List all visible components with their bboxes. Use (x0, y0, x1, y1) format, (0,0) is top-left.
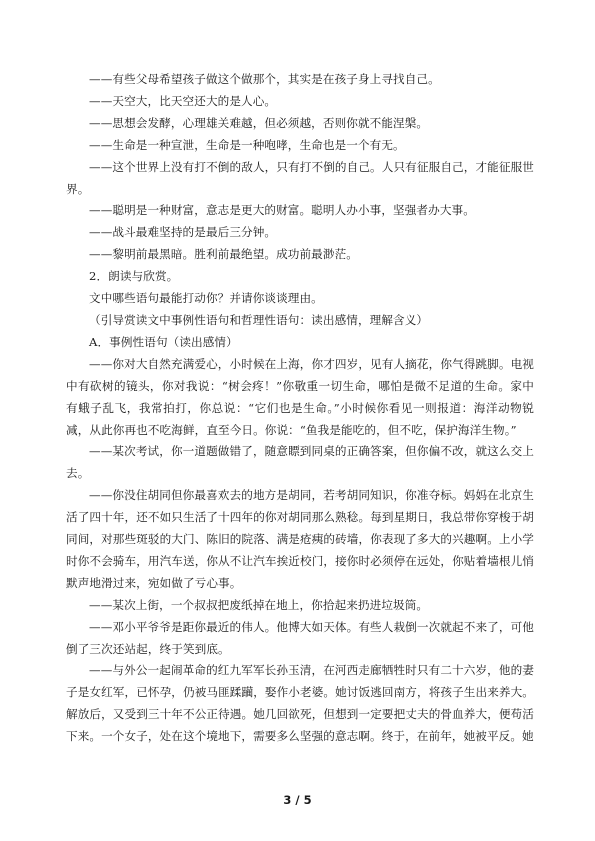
subsection-heading: A．事例性语句（读出感情） (89, 334, 238, 349)
guidance-note: （引导赏读文中事例性语句和哲理性语句：读出感情，理解含义） (89, 312, 429, 327)
paragraph: ——你对大自然充满爱心，小时候在上海，你才四岁，见有人摘花，你气得跳脚。电视中有砍树的镜头，你对我说：“树会疼！”你敬重一切生命，哪怕是微不足道的生命。家中有蛾子乱飞，我常拍打，你总说：“它们也是生命。”小时候你看见一则报道：海洋动物锐减，从此你再也不吃海鲜，直至今日。你说：“鱼我是能吃的，但不吃，保护海洋生物。” (66, 356, 534, 437)
paragraph: ——邓小平爷爷是距你最近的伟人。他博大如天体。有些人栽倒一次就起不来了，可他倒了三次还站起，终于笑到底。 (66, 619, 534, 656)
paragraph: ——这个世界上没有打不倒的敌人，只有打不倒的自己。人只有征服自己，才能征服世界。 (66, 159, 534, 196)
paragraph: ——战斗最难坚持的是最后三分钟。 (89, 225, 277, 240)
question: 文中哪些语句最能打动你？并请你谈谈理由。 (89, 291, 323, 306)
paragraph: ——天空大，比天空还大的是人心。 (89, 93, 277, 108)
paragraph: ——与外公一起闹革命的红九军军长孙玉清，在河西走廊牺牲时只有二十六岁，他的妻子是女红军，已怀孕，仍被马匪蹂躏，娶作小老婆。她讨饭逃回南方，将孩子生出来养大。解放后，又受到三十年不公正待遇。她几回欲死，但想到一定要把丈夫的骨血养大，便苟活下来。一个女子，处在这个境地下，需要多么坚强的意志啊。终于，在前年，她被平反。她 (66, 663, 534, 744)
paragraph: ——生命是一种宣泄，生命是一种咆哮，生命也是一个有无。 (89, 137, 405, 152)
paragraph: ——某次上街，一个叔叔把废纸掉在地上，你拾起来扔进垃圾筒。 (89, 597, 429, 612)
page-number: 3 / 5 (283, 793, 312, 807)
document-body (66, 69, 534, 748)
paragraph: ——某次考试，你一道题做错了，随意瞟到同桌的正确答案，但你偏不改，就这么交上去。 (66, 444, 534, 481)
paragraph: ——你没住胡同但你最喜欢去的地方是胡同，若考胡同知识，你准夺标。妈妈在北京生活了四十年，还不如只生活了十四年的你对胡同那么熟稔。每到星期日，我总带你穿梭于胡同间，对那些斑驳的大门、陈旧的院落、满是疮痍的砖墙，你表现了多大的兴趣啊。上小学时你不会骑车，用汽车送，你从不让汽车挨近校门，接你时必须停在远处，你贴着墙根儿悄默声地滑过来，宛如做了亏心事。 (66, 488, 534, 590)
paragraph: ——思想会发酵，心理雄关难越，但必须越，否则你就不能涅槃。 (89, 115, 429, 130)
paragraph: ——有些父母希望孩子做这个做那个，其实是在孩子身上寻找自己。 (89, 72, 440, 86)
paragraph: ——黎明前最黑暗。胜利前最绝望。成功前最渺茫。 (89, 247, 358, 262)
section-heading: 2．朗读与欣赏。 (89, 269, 179, 284)
paragraph: ——聪明是一种财富，意志是更大的财富。聪明人办小事，坚强者办大事。 (89, 203, 475, 218)
